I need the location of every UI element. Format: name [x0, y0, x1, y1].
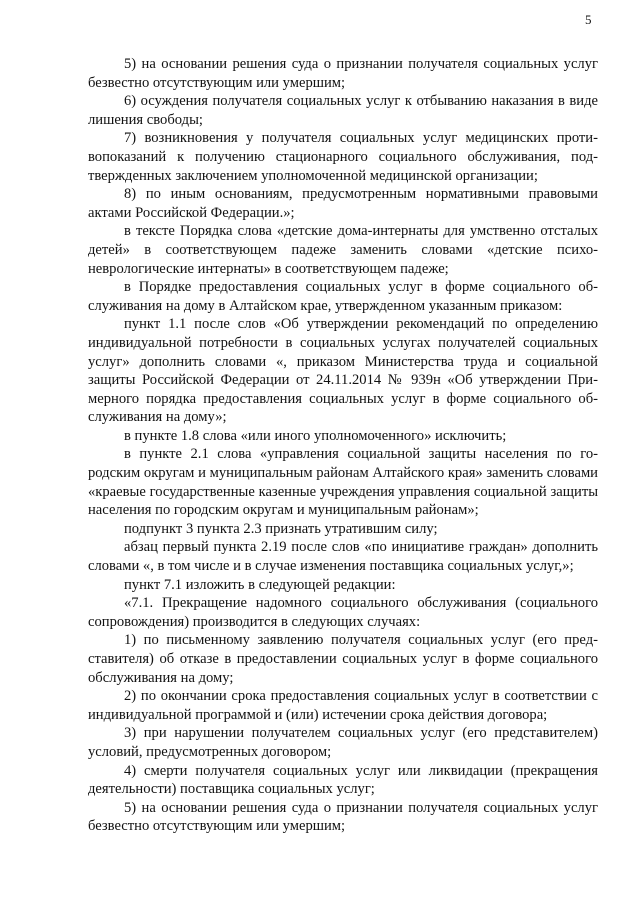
page-number: 5	[585, 12, 592, 27]
paragraph-point-1-1: пункт 1.1 после слов «Об утверждении рекомендаций по определению индивидуальной потребности в социальных услугах получателей социальных услуг» дополнить словами «, приказом Министерства труда и социальной защиты Российской Федерации от 24.11.2014 № 939н «Об утверждении Примерного порядка предоставления социальных услуг в форме социального обслуживания на дому»;	[88, 316, 598, 426]
paragraph-internats-renaming: в тексте Порядка слова «детские дома-интернаты для умственно отсталых детей» в соответствующем падеже заменить словами «детские психоневрологические интернаты» в соответствующем падеже;	[88, 223, 598, 277]
paragraph-point-1-8: в пункте 1.8 слова «или иного уполномоченного» исключить;	[124, 427, 507, 444]
paragraph-point-2-19: абзац первый пункта 2.19 после слов «по инициативе граждан» дополнить словами «, в том числе и в случае изменения поставщика социальных услуг,»;	[88, 539, 598, 575]
paragraph-subpoint-3-point-2-3: подпункт 3 пункта 2.3 признать утратившим силу;	[124, 520, 438, 537]
paragraph-item-7-contraindications: 7) возникновения у получателя социальных услуг медицинских противопоказаний к получению стационарного социального обслуживания, подтвержденных заключением уполномоченной медицинской организации;	[88, 130, 598, 184]
paragraph-item-6-conviction: 6) осуждения получателя социальных услуг к отбыванию наказания в виде лишения свободы;	[88, 93, 598, 128]
paragraph-case-2-term-expiry: 2) по окончании срока предоставления социальных услуг в соответствии с индивидуальной программой и (или) истечении срока действия договора;	[88, 688, 598, 723]
paragraph-case-5-court-decision: 5) на основании решения суда о признании получателя социальных услуг безвестно отсутствующим или умершим;	[88, 799, 598, 835]
paragraph-point-2-1: в пункте 2.1 слова «управления социальной защиты населения по городским округам и муниципальным районам Алтайского края» заменить словами «краевые государственные казенные учреждения управления социальной защиты населения по городским округам и муниципальным районам»;	[88, 446, 598, 519]
paragraph-item-5-court-decision: 5) на основании решения суда о признании получателя социальных услуг безвестно отсутствующим или умершим;	[88, 56, 598, 91]
paragraph-item-8-other-grounds: 8) по иным основаниям, предусмотренным нормативными правовыми актами Российской Федерации.»;	[88, 186, 598, 221]
document-body	[88, 55, 598, 836]
paragraph-case-1-written-request: 1) по письменному заявлению получателя социальных услуг (его представителя) об отказе в предоставлении социальных услуг в форме социального обслуживания на дому;	[88, 632, 598, 686]
paragraph-point-7-1-intro: пункт 7.1 изложить в следующей редакции:	[124, 576, 396, 593]
paragraph-case-4-death-liquidation: 4) смерти получателя социальных услуг или ликвидации (прекращения деятельности) поставщика социальных услуг;	[88, 762, 598, 798]
paragraph-point-7-1-text: «7.1. Прекращение надомного социального обслуживания (социального сопровождения) производится в следующих случаях:	[88, 595, 598, 630]
paragraph-case-3-contract-violation: 3) при нарушении получателем социальных услуг (его представителем) условий, предусмотренных договором;	[88, 725, 598, 760]
paragraph-home-service-procedure: в Порядке предоставления социальных услуг в форме социального обслуживания на дому в Алтайском крае, утвержденном указанным приказом:	[88, 279, 598, 314]
